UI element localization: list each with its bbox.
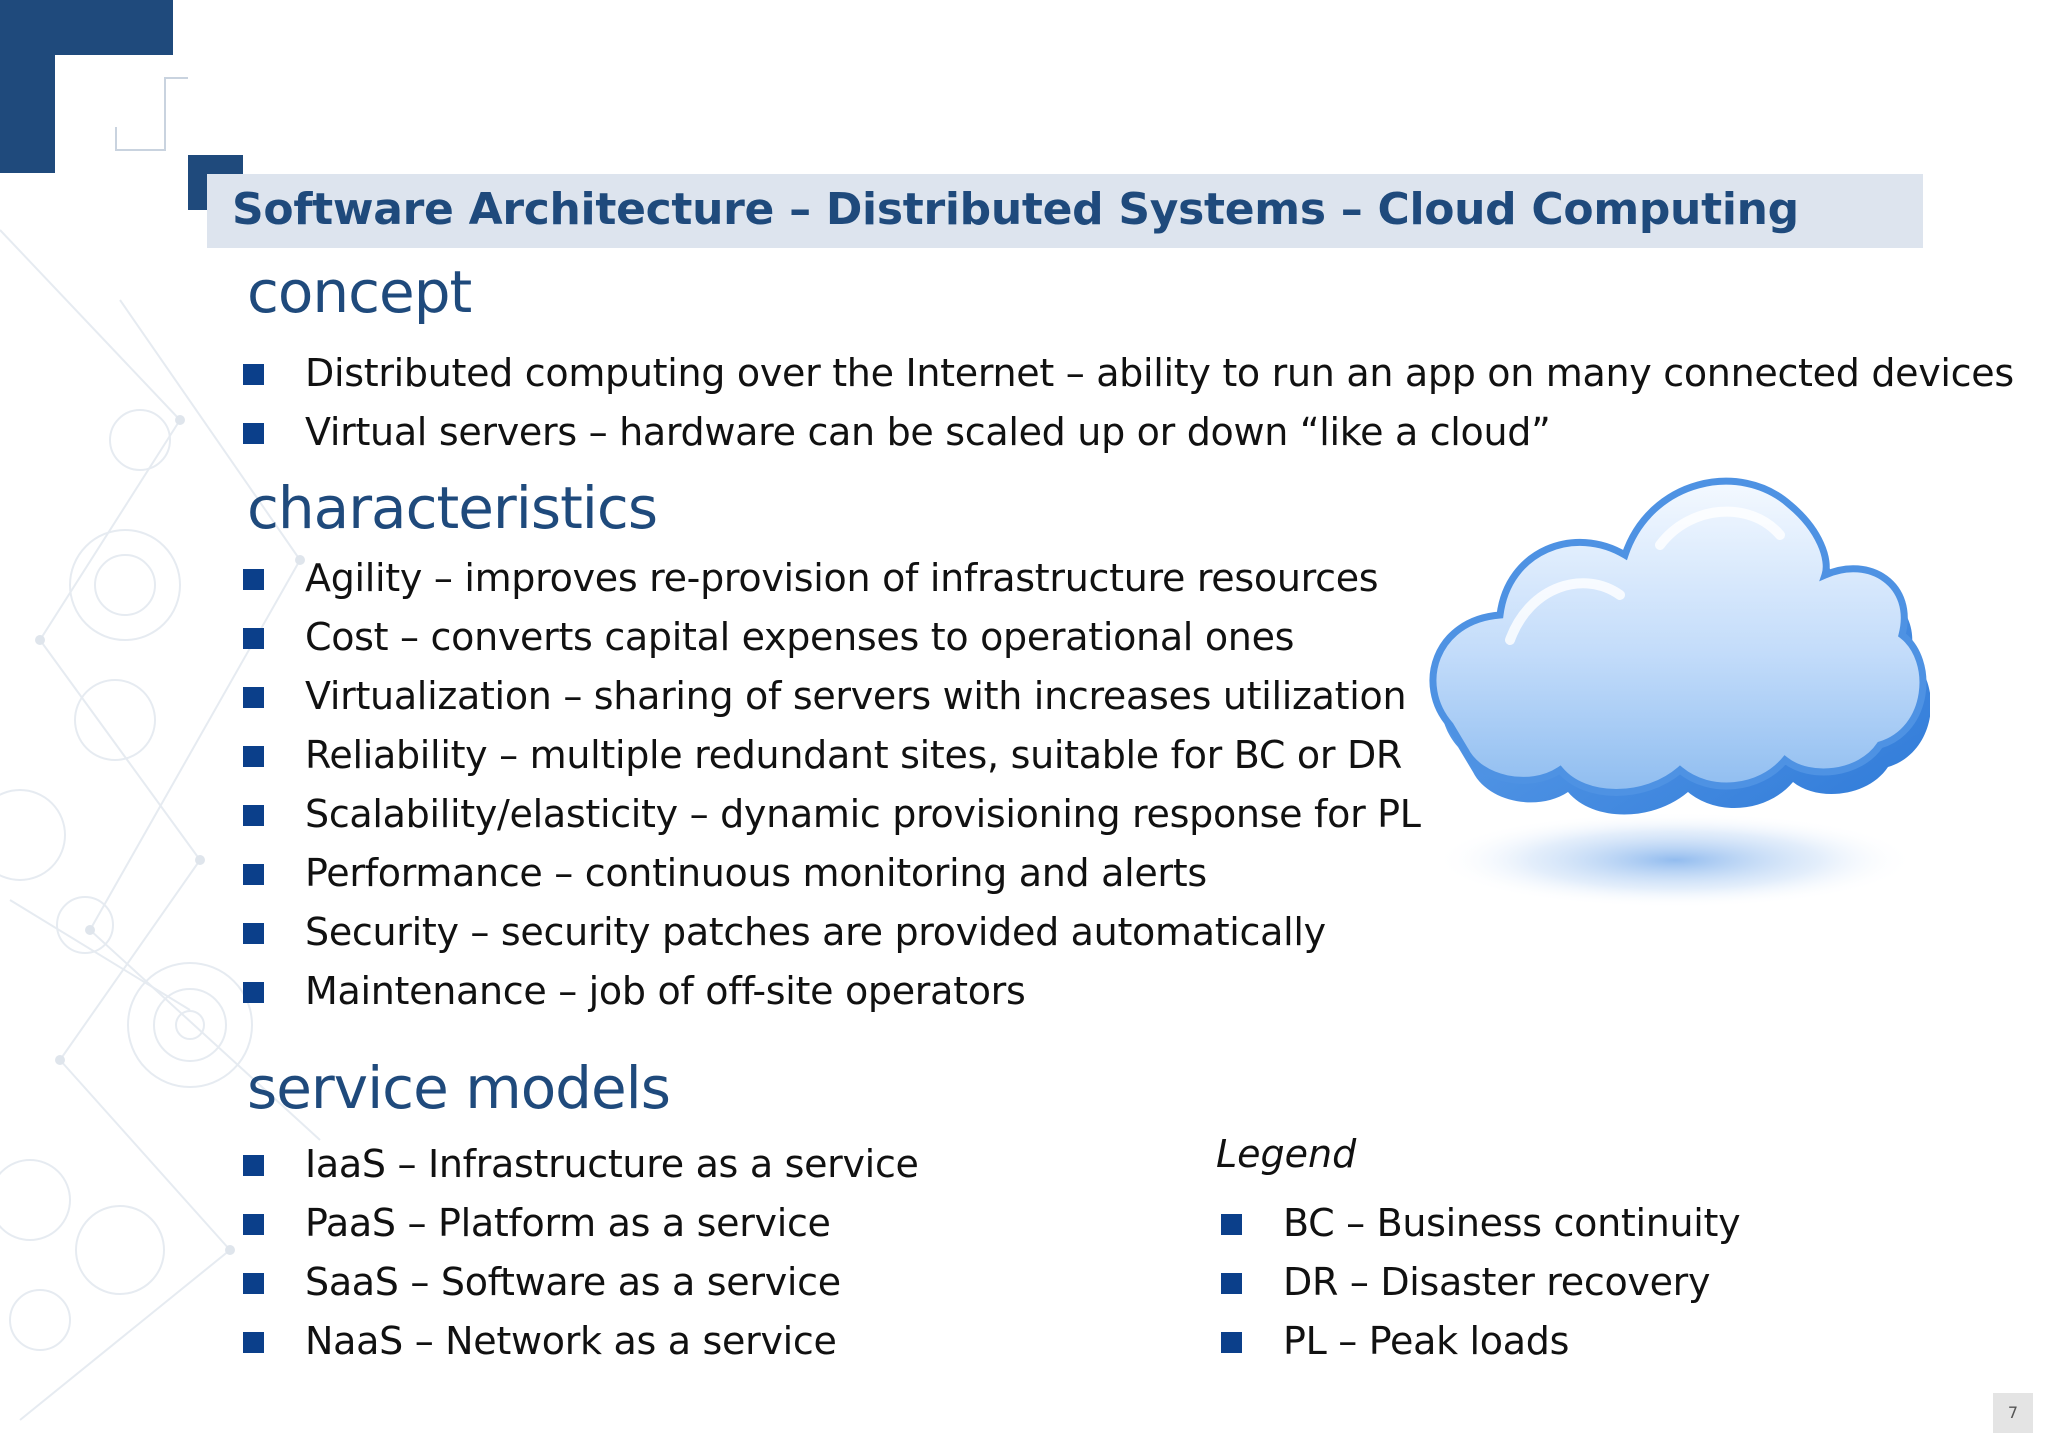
list-item: DR – Disaster recovery [1221, 1253, 1740, 1312]
list-item: Distributed computing over the Internet – ability to run an app on many connected devices [243, 344, 2014, 403]
bullet-square-icon [243, 1332, 264, 1353]
bullet-square-icon [243, 982, 264, 1003]
list-item: Scalability/elasticity – dynamic provisioning response for PL [243, 785, 1421, 844]
list-item: Cost – converts capital expenses to operational ones [243, 608, 1421, 667]
characteristics-heading: characteristics [247, 474, 658, 542]
legend-list [1221, 1194, 1740, 1371]
characteristics-list [243, 549, 1421, 1021]
page-number: 7 [1993, 1393, 2033, 1433]
list-item: SaaS – Software as a service [243, 1253, 919, 1312]
list-item: Performance – continuous monitoring and alerts [243, 844, 1421, 903]
list-item: NaaS – Network as a service [243, 1312, 919, 1371]
bullet-square-icon [243, 364, 264, 385]
bullet-square-icon [243, 805, 264, 826]
bullet-square-icon [243, 1273, 264, 1294]
list-item: Virtualization – sharing of servers with increases utilization [243, 667, 1421, 726]
list-item: Virtual servers – hardware can be scaled up or down “like a cloud” [243, 403, 2014, 462]
bullet-square-icon [243, 569, 264, 590]
list-item: PaaS – Platform as a service [243, 1194, 919, 1253]
bullet-square-icon [1221, 1214, 1242, 1235]
concept-list [243, 344, 2014, 462]
bullet-square-icon [243, 746, 264, 767]
list-item: Security – security patches are provided automatically [243, 903, 1421, 962]
bullet-square-icon [243, 687, 264, 708]
slide-title: Software Architecture – Distributed Systems – Cloud Computing [232, 184, 1799, 235]
list-item: IaaS – Infrastructure as a service [243, 1135, 919, 1194]
bullet-square-icon [243, 1214, 264, 1235]
bullet-square-icon [243, 423, 264, 444]
list-item: Agility – improves re-provision of infrastructure resources [243, 549, 1421, 608]
bullet-square-icon [243, 628, 264, 649]
bullet-square-icon [243, 923, 264, 944]
service-models-list [243, 1135, 919, 1371]
list-item: BC – Business continuity [1221, 1194, 1740, 1253]
legend-title: Legend [1216, 1132, 1357, 1176]
cloud-icon [1390, 455, 1930, 925]
bullet-square-icon [243, 1155, 264, 1176]
service-models-heading: service models [247, 1054, 671, 1122]
bullet-square-icon [1221, 1273, 1242, 1294]
bullet-square-icon [243, 864, 264, 885]
list-item: Maintenance – job of off-site operators [243, 962, 1421, 1021]
bullet-square-icon [1221, 1332, 1242, 1353]
list-item: Reliability – multiple redundant sites, suitable for BC or DR [243, 726, 1421, 785]
concept-heading: concept [247, 258, 472, 326]
list-item: PL – Peak loads [1221, 1312, 1740, 1371]
